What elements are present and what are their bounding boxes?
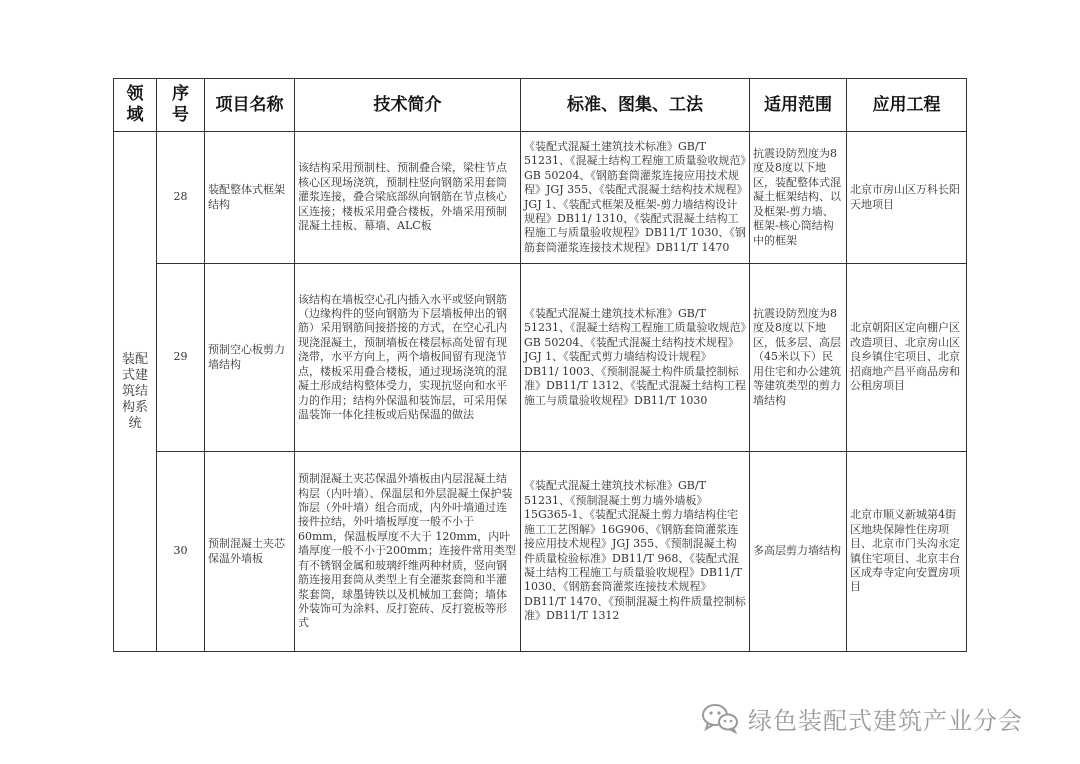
header-seq: 序号 (157, 79, 205, 132)
row-seq: 29 (157, 264, 205, 452)
row-name: 预制混凝土夹芯保温外墙板 (205, 452, 295, 652)
header-standards: 标准、图集、工法 (521, 79, 750, 132)
row-scope: 多高层剪力墙结构 (750, 452, 847, 652)
row-intro: 预制混凝土夹芯保温外墙板由内层混凝土结构层（内叶墙）、保温层和外层混凝土保护装饰层（外叶墙）组合而成，内外叶墙通过连接件拉结，外叶墙板厚度一般不小于 60mm，保温板厚度不大于 120mm，内叶墙厚度一般不小于200mm；连接件常用类型有不锈钢金属和玻璃纤维两种材质，竖向钢筋连接用套筒从类型上有全灌浆套筒和半灌浆套筒，球墨铸铁以及机械加工套筒；墙体外装饰可为涂料、反打瓷砖、反打瓷板等形式 (295, 452, 521, 652)
header-name: 项目名称 (205, 79, 295, 132)
wechat-watermark (700, 700, 1023, 736)
row-name: 预制空心板剪力墙结构 (205, 264, 295, 452)
row-intro: 该结构采用预制柱、预制叠合梁，梁柱节点核心区现场浇筑，预制柱竖向钢筋采用套筒灌浆连接，叠合梁底部纵向钢筋在节点核心区连接；楼板采用叠合楼板，外墙采用预制混凝土挂板、幕墙、ALC板 (295, 132, 521, 264)
row-standards: 《装配式混凝土建筑技术标准》GB/T 51231、《混凝土结构工程施工质量验收规范》GB 50204、《钢筋套筒灌浆连接应用技术规程》JGJ 355、《装配式混凝土结构技术规程》JGJ 1、《装配式框架及框架-剪力墙结构设计规程》DB11/ 1310、《装配式混凝土结构工程施工与质量验收规程》DB11/T 1030、《钢筋套筒灌浆连接技术规程》DB11/T 1470 (521, 132, 750, 264)
technology-table (113, 78, 967, 652)
row-scope: 抗震设防烈度为8度及8度以下地区，装配整体式混凝土框架结构、以及框架-剪力墙、框架-核心筒结构中的框架 (750, 132, 847, 264)
header-projects: 应用工程 (847, 79, 967, 132)
row-seq: 30 (157, 452, 205, 652)
table-row (114, 132, 967, 264)
row-intro: 该结构在墙板空心孔内插入水平或竖向钢筋（边缘构件的竖向钢筋为下层墙板伸出的钢筋）采用钢筋间接搭接的方式，在空心孔内现浇混凝土，预制墙板在楼层标高处留有现浇带，水平方向上，两个墙板间留有现浇节点，楼板采用叠合楼板，通过现场浇筑的混凝土形成结构整体受力，实现抗竖向和水平力的作用；结构外保温和装饰层，可采用保温装饰一体化挂板或后贴保温的做法 (295, 264, 521, 452)
table-row (114, 452, 967, 652)
wechat-icon (700, 702, 740, 734)
row-projects: 北京市顺义新城第4街区地块保障性住房项目、北京市门头沟永定镇住宅项目、北京丰台区成寿寺定向安置房项目 (847, 452, 967, 652)
header-intro: 技术简介 (295, 79, 521, 132)
domain-cell: 装配式建筑结构系统 (114, 132, 157, 652)
row-scope: 抗震设防烈度为8度及8度以下地区，低多层、高层（45米以下）民用住宅和办公建筑等建筑类型的剪力墙结构 (750, 264, 847, 452)
table-header-row (114, 79, 967, 132)
header-scope: 适用范围 (750, 79, 847, 132)
row-projects: 北京朝阳区定向棚户区改造项目、北京房山区良乡镇住宅项目、北京招商地产昌平商品房和公租房项目 (847, 264, 967, 452)
header-domain: 领域 (114, 79, 157, 132)
watermark-text: 绿色装配式建筑产业分会 (748, 706, 1023, 735)
row-seq: 28 (157, 132, 205, 264)
row-standards: 《装配式混凝土建筑技术标准》GB/T 51231、《预制混凝土剪力墙外墙板》15G365-1、《装配式混凝土剪力墙结构住宅施工工艺图解》16G906、《钢筋套筒灌浆连接应用技术规程》JGJ 355、《预制混凝土构件质量检验标准》DB11/T 968、《装配式混凝土结构工程施工与质量验收规程》DB11/T 1030、《钢筋套筒灌浆连接技术规程》DB11/T 1470、《预制混凝土构件质量控制标准》DB11/T 1312 (521, 452, 750, 652)
row-name: 装配整体式框架结构 (205, 132, 295, 264)
table-row (114, 264, 967, 452)
row-projects: 北京市房山区万科长阳天地项目 (847, 132, 967, 264)
row-standards: 《装配式混凝土建筑技术标准》GB/T 51231、《混凝土结构工程施工质量验收规范》GB 50204、《装配式混凝土结构技术规程》JGJ 1、《装配式剪力墙结构设计规程》DB11/ 1003、《预制混凝土构件质量控制标准》DB11/T 1312、《装配式混凝土结构工程施工与质量验收规程》DB11/T 1030 (521, 264, 750, 452)
